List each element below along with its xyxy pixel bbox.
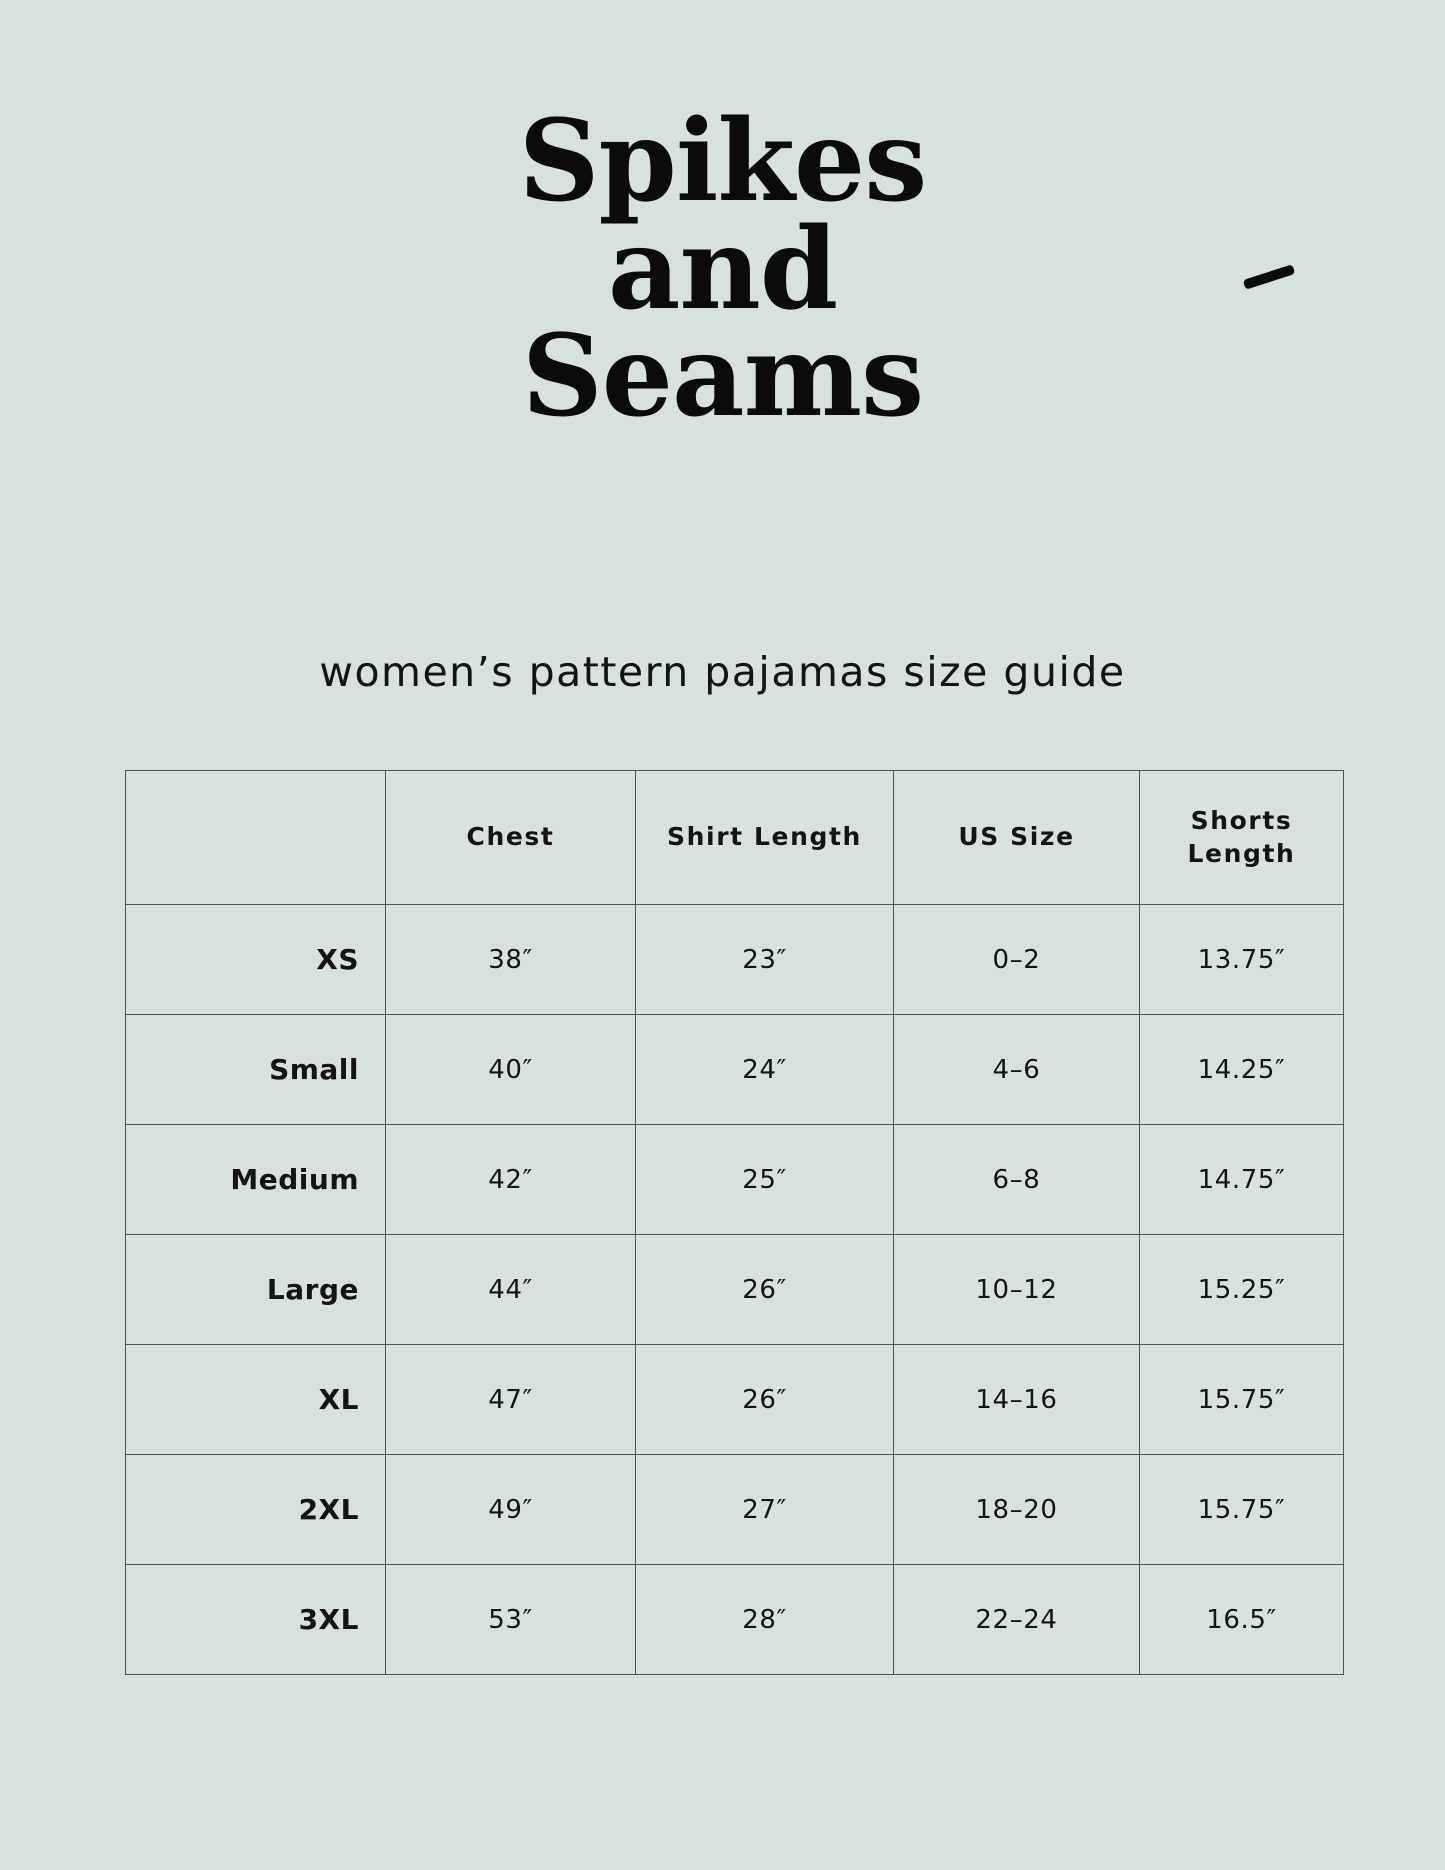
page-title: women’s pattern pajamas size guide <box>319 648 1126 696</box>
brand-logo <box>0 96 1445 443</box>
size-table <box>125 770 1344 1675</box>
cell-chest: 53″ <box>386 1565 636 1675</box>
table-header-row <box>126 771 1344 905</box>
cell-chest: 49″ <box>386 1455 636 1565</box>
cell-shirt-length: 27″ <box>636 1455 894 1565</box>
cell-shirt-length: 23″ <box>636 905 894 1015</box>
table-row <box>126 1235 1344 1345</box>
cell-shirt-length: 26″ <box>636 1345 894 1455</box>
cell-shorts-length: 15.25″ <box>1140 1235 1344 1345</box>
row-label: XL <box>126 1345 386 1455</box>
cell-us-size: 6–8 <box>894 1125 1140 1235</box>
row-label: Large <box>126 1235 386 1345</box>
row-label: XS <box>126 905 386 1015</box>
cell-us-size: 4–6 <box>894 1015 1140 1125</box>
cell-chest: 42″ <box>386 1125 636 1235</box>
table-row <box>126 905 1344 1015</box>
cell-shorts-length: 13.75″ <box>1140 905 1344 1015</box>
cell-chest: 47″ <box>386 1345 636 1455</box>
row-label: 2XL <box>126 1455 386 1565</box>
table-header <box>126 771 1344 905</box>
table-body <box>126 905 1344 1675</box>
brand-logo-line-1: Spikes <box>518 96 927 227</box>
brand-logo-line-3: Seams <box>521 311 924 443</box>
row-label: Medium <box>126 1125 386 1235</box>
cell-shorts-length: 15.75″ <box>1140 1455 1344 1565</box>
brand-logo-line-2: and <box>607 203 838 335</box>
cell-us-size: 10–12 <box>894 1235 1140 1345</box>
cell-chest: 38″ <box>386 905 636 1015</box>
table-row <box>126 1125 1344 1235</box>
table-row <box>126 1455 1344 1565</box>
cell-us-size: 14–16 <box>894 1345 1140 1455</box>
cell-shorts-length: 16.5″ <box>1140 1565 1344 1675</box>
cell-shorts-length: 14.25″ <box>1140 1015 1344 1125</box>
table-row <box>126 1345 1344 1455</box>
cell-us-size: 0–2 <box>894 905 1140 1015</box>
dash-mark-icon <box>1243 264 1296 290</box>
column-header-shorts-length: Shorts Length <box>1140 771 1344 905</box>
cell-us-size: 18–20 <box>894 1455 1140 1565</box>
row-label: Small <box>126 1015 386 1125</box>
column-header-chest: Chest <box>386 771 636 905</box>
row-label: 3XL <box>126 1565 386 1675</box>
column-header-blank <box>126 771 386 905</box>
size-chart <box>125 770 1343 1675</box>
column-header-shirt-length: Shirt Length <box>636 771 894 905</box>
column-header-us-size: US Size <box>894 771 1140 905</box>
cell-shirt-length: 24″ <box>636 1015 894 1125</box>
table-row <box>126 1565 1344 1675</box>
cell-shorts-length: 14.75″ <box>1140 1125 1344 1235</box>
cell-shorts-length: 15.75″ <box>1140 1345 1344 1455</box>
cell-chest: 44″ <box>386 1235 636 1345</box>
cell-shirt-length: 25″ <box>636 1125 894 1235</box>
cell-chest: 40″ <box>386 1015 636 1125</box>
cell-shirt-length: 26″ <box>636 1235 894 1345</box>
cell-shirt-length: 28″ <box>636 1565 894 1675</box>
cell-us-size: 22–24 <box>894 1565 1140 1675</box>
table-row <box>126 1015 1344 1125</box>
